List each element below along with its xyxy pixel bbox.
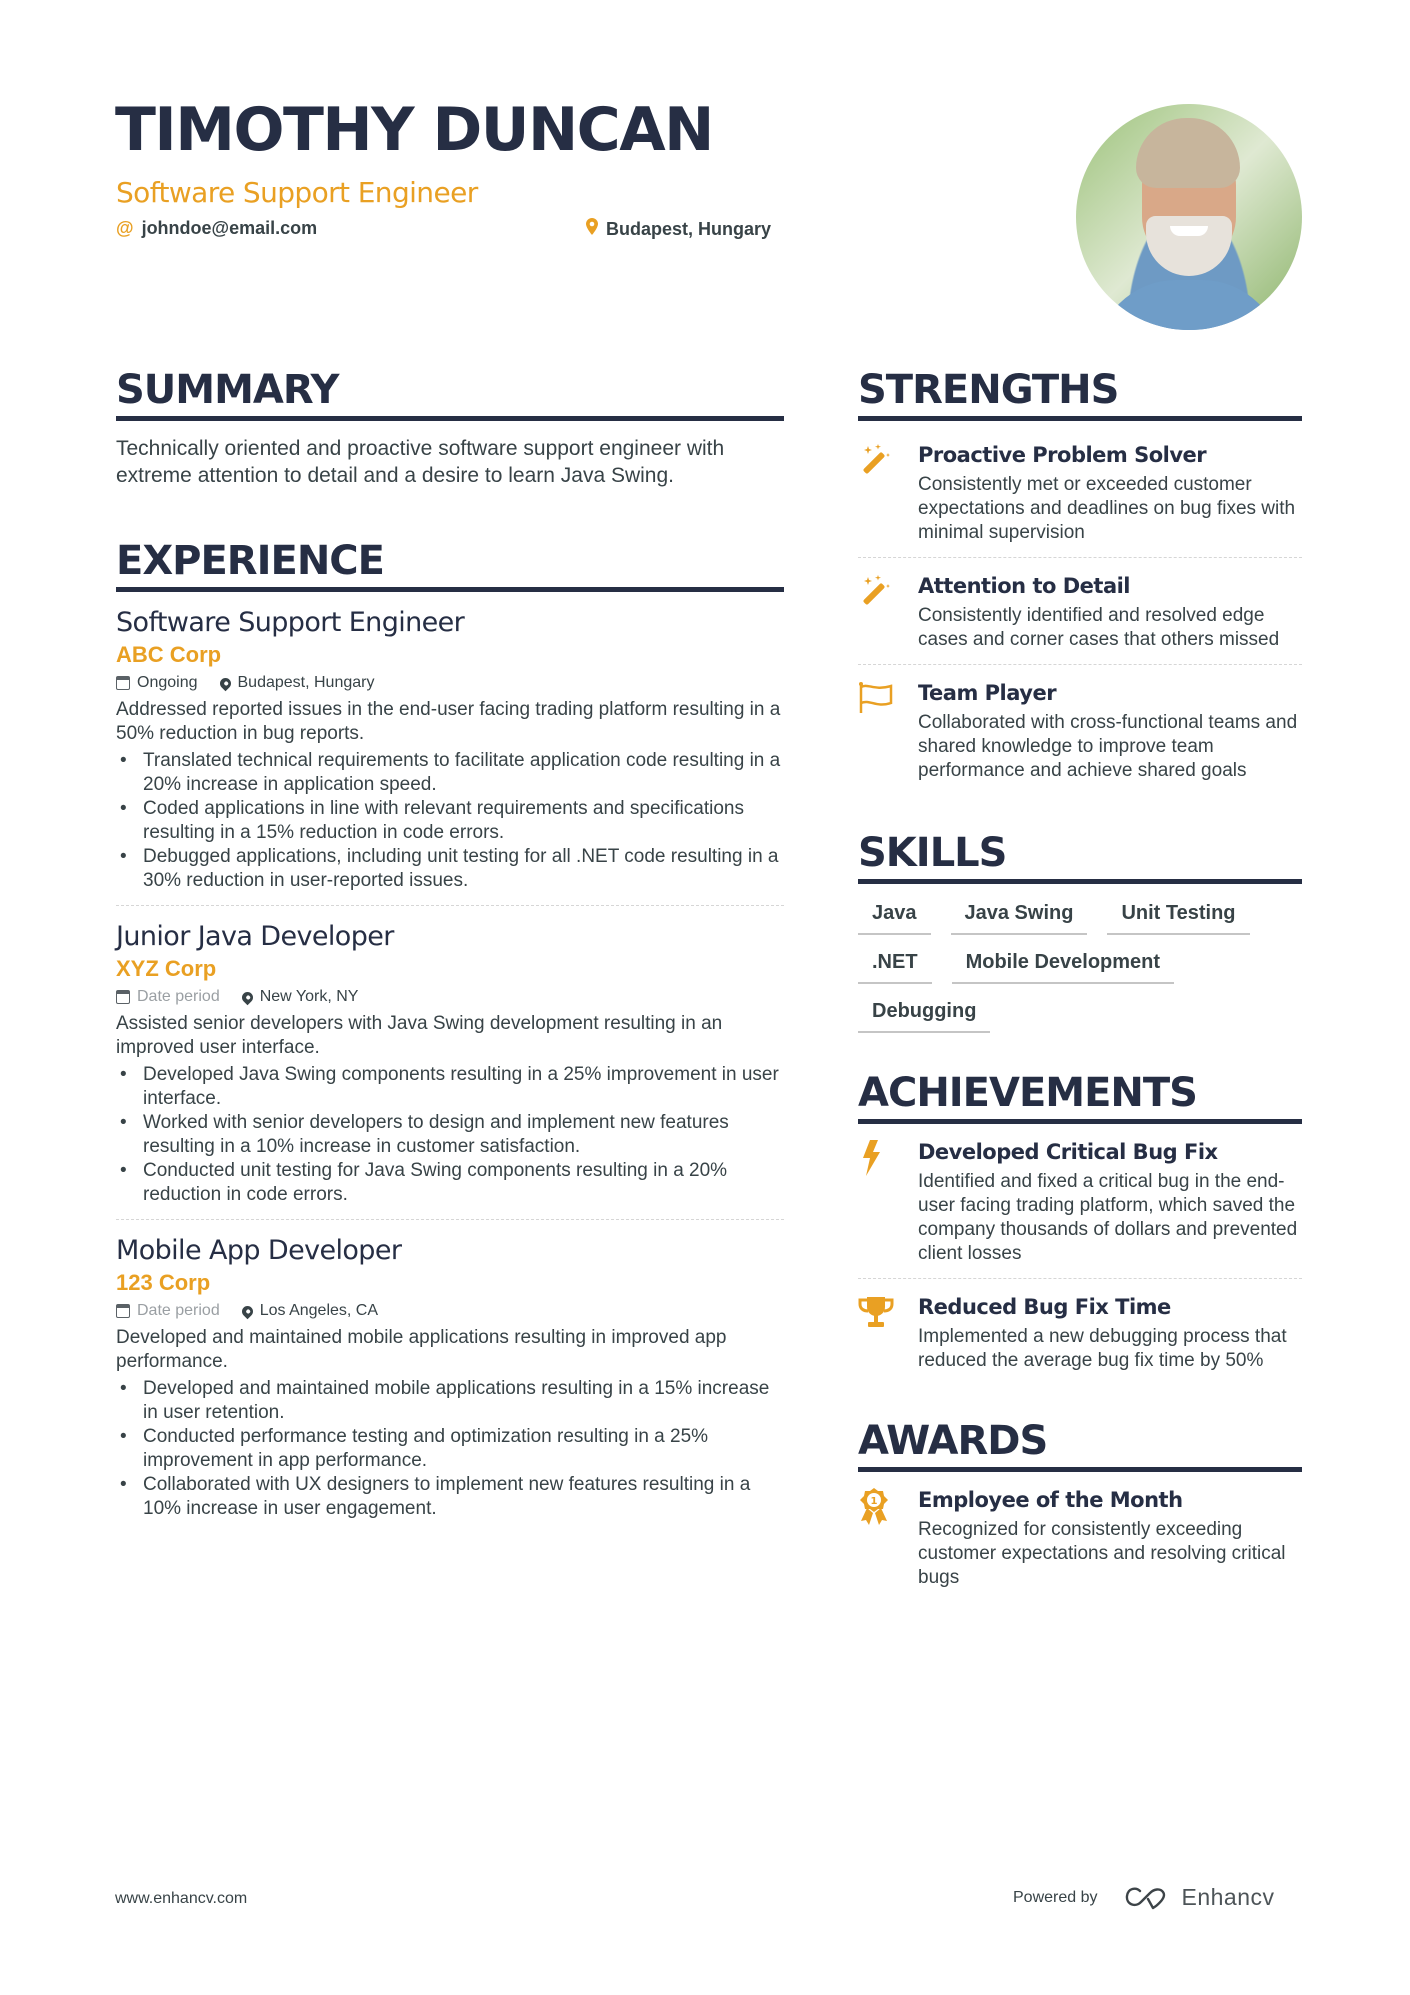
flag-icon: [858, 679, 900, 783]
award-description: Recognized for consistently exceeding customer expectations and resolving critical bugs: [918, 1519, 1286, 1588]
calendar-icon: [116, 990, 130, 1004]
job-bullet: • Collaborated with UX designers to implement new features resulting in a 10% increase in user engagement.: [116, 1473, 784, 1521]
calendar-icon: [116, 676, 130, 690]
location-text: Budapest, Hungary: [606, 218, 772, 239]
job-title: Mobile App Developer: [116, 1235, 402, 1266]
strength-description: Consistently identified and resolved edge cases and corner cases that others missed: [918, 605, 1280, 650]
section-title-strengths: STRENGTHS: [858, 370, 1302, 421]
map-pin-icon: [217, 675, 233, 691]
skills-section: [858, 830, 1302, 1033]
job-bullets: [116, 1377, 784, 1521]
award-title: Employee of the Month: [918, 1488, 1183, 1512]
job-title: Junior Java Developer: [116, 921, 394, 952]
brand-name: Enhancv: [1181, 1884, 1275, 1910]
strength-description: Consistently met or exceeded customer expectations and deadlines on bug fixes with minimal supervision: [918, 474, 1296, 543]
candidate-role: Software Support Engineer: [116, 176, 478, 209]
left-column: [116, 367, 784, 1533]
job-bullet: • Translated technical requirements to facilitate application code resulting in a 20% increase in application speed.: [116, 749, 784, 797]
achievement-item: [858, 1124, 1302, 1279]
job-location: Los Angeles, CA: [259, 1302, 379, 1319]
achievement-title: Reduced Bug Fix Time: [918, 1295, 1171, 1319]
awards-section: [858, 1418, 1302, 1602]
section-title-skills: SKILLS: [858, 833, 1302, 884]
medal-icon: [858, 1486, 900, 1590]
avatar: [1076, 104, 1302, 330]
job-bullet: • Developed Java Swing components resulting in a 25% improvement in user interface.: [116, 1063, 784, 1111]
calendar-icon: [116, 1304, 130, 1318]
skill-tag: Unit Testing: [1107, 902, 1249, 935]
section-title-experience: EXPERIENCE: [116, 541, 784, 592]
strength-item: [858, 558, 1302, 665]
strengths-section: [858, 367, 1302, 795]
map-pin-icon: [586, 218, 598, 240]
skill-tag: Java Swing: [951, 902, 1088, 935]
job-company: XYZ Corp: [116, 956, 217, 981]
job-location: Budapest, Hungary: [237, 674, 375, 691]
job-location: New York, NY: [259, 988, 359, 1005]
achievement-item: [858, 1279, 1302, 1385]
job-company: 123 Corp: [116, 1270, 211, 1295]
job-meta: [116, 988, 784, 1006]
candidate-name: TIMOTHY DUNCAN: [115, 95, 713, 165]
summary-text: Technically oriented and proactive software support engineer with extreme attention to detail and a desire to learn Java Swing.: [116, 437, 725, 487]
strength-title: Proactive Problem Solver: [918, 443, 1207, 467]
svg-text:1: 1: [870, 1496, 878, 1507]
section-title-awards: AWARDS: [858, 1421, 1302, 1472]
job-bullet: • Conducted unit testing for Java Swing components resulting in a 20% reduction in code errors.: [116, 1159, 784, 1207]
magic-wand-icon: [858, 572, 900, 652]
contact-location: [586, 218, 771, 240]
email-text: johndoe@email.com: [141, 218, 318, 238]
powered-by-label: Powered by: [1013, 1888, 1098, 1906]
right-column: [858, 367, 1302, 1602]
job-description: Developed and maintained mobile applications resulting in improved app performance.: [116, 1327, 727, 1372]
map-pin-icon: [239, 1303, 255, 1319]
at-icon: @: [116, 218, 134, 238]
summary-section: [116, 367, 784, 489]
skill-tag: Java: [858, 902, 931, 935]
job-date: Date period: [137, 1302, 220, 1319]
skill-tag: .NET: [858, 951, 932, 984]
strength-item: [858, 665, 1302, 795]
footer-website-link[interactable]: www.enhancv.com: [115, 1890, 248, 1907]
job-bullet: • Coded applications in line with relevant requirements and specifications resulting in a 15% reduction in code errors.: [116, 797, 784, 845]
skills-list: [858, 902, 1302, 1033]
job-meta: [116, 1302, 784, 1320]
lightning-bolt-icon: [858, 1138, 900, 1266]
enhancv-logo-icon: [1124, 1886, 1170, 1910]
trophy-icon: [858, 1293, 900, 1373]
job-bullet: • Conducted performance testing and optimization resulting in a 25% improvement in app performance.: [116, 1425, 784, 1473]
achievement-description: Implemented a new debugging process that reduced the average bug fix time by 50%: [918, 1326, 1287, 1371]
job-bullet: • Debugged applications, including unit testing for all .NET code resulting in a 30% reduction in user-reported issues.: [116, 845, 784, 893]
achievement-description: Identified and fixed a critical bug in the end-user facing trading platform, which saved the company thousands of dollars and prevented client losses: [918, 1171, 1298, 1264]
brand-logo[interactable]: [1124, 1884, 1275, 1911]
achievements-section: [858, 1070, 1302, 1385]
job-entry: [116, 906, 784, 1220]
job-entry: [116, 1220, 784, 1533]
job-title: Software Support Engineer: [116, 607, 465, 638]
strength-item: [858, 427, 1302, 558]
job-bullets: [116, 1063, 784, 1207]
footer-branding: [1013, 1884, 1275, 1911]
job-date: Date period: [137, 988, 220, 1005]
strength-title: Attention to Detail: [918, 574, 1131, 598]
job-bullets: [116, 749, 784, 893]
strength-title: Team Player: [918, 681, 1057, 705]
magic-wand-icon: [858, 441, 900, 545]
strength-description: Collaborated with cross-functional teams and shared knowledge to improve team performance and achieve shared goals: [918, 712, 1298, 781]
achievement-title: Developed Critical Bug Fix: [918, 1140, 1218, 1164]
job-meta: [116, 674, 784, 692]
job-description: Assisted senior developers with Java Swing development resulting in an improved user interface.: [116, 1013, 723, 1058]
job-company: ABC Corp: [116, 642, 222, 667]
map-pin-icon: [239, 989, 255, 1005]
job-entry: [116, 592, 784, 906]
contact-email[interactable]: [116, 218, 317, 239]
job-bullet: • Developed and maintained mobile applications resulting in a 15% increase in user retention.: [116, 1377, 784, 1425]
job-bullet: • Worked with senior developers to design and implement new features resulting in a 10% increase in customer satisfaction.: [116, 1111, 784, 1159]
skill-tag: Mobile Development: [952, 951, 1174, 984]
skill-tag: Debugging: [858, 1000, 990, 1033]
award-item: [858, 1472, 1302, 1602]
job-date: Ongoing: [137, 674, 198, 691]
job-description: Addressed reported issues in the end-user facing trading platform resulting in a 50% reduction in bug reports.: [116, 699, 781, 744]
section-title-summary: SUMMARY: [116, 370, 784, 421]
section-title-achievements: ACHIEVEMENTS: [858, 1073, 1302, 1124]
experience-section: [116, 538, 784, 1533]
